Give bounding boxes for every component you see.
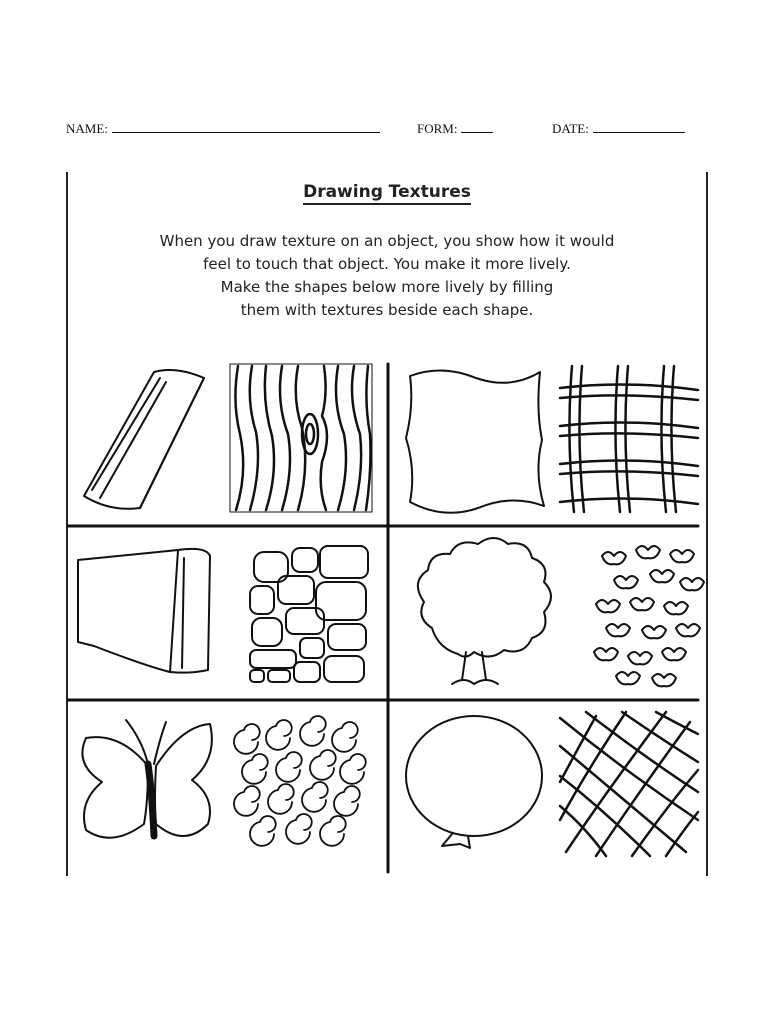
name-blank-line[interactable] bbox=[112, 120, 380, 133]
form-blank-line[interactable] bbox=[461, 120, 493, 133]
form-label: FORM: bbox=[417, 121, 458, 136]
name-field[interactable] bbox=[66, 120, 380, 137]
wood-grain-icon bbox=[230, 364, 372, 512]
stone-block-icon[interactable] bbox=[78, 549, 210, 673]
tree-icon[interactable] bbox=[418, 538, 551, 684]
leaves-icon bbox=[594, 546, 704, 686]
header-fields bbox=[66, 120, 706, 140]
plank-icon[interactable] bbox=[84, 370, 204, 509]
texture-grid bbox=[66, 172, 708, 876]
form-field[interactable] bbox=[417, 120, 493, 137]
instruction-line: feel to touch that object. You make it more lively. bbox=[203, 255, 571, 273]
woven-plaid-icon bbox=[560, 366, 698, 512]
butterfly-icon[interactable] bbox=[82, 720, 211, 838]
balloon-icon[interactable] bbox=[406, 716, 542, 848]
stone-wall-icon bbox=[250, 546, 368, 682]
instruction-line: Make the shapes below more lively by filling bbox=[220, 278, 554, 296]
date-blank-line[interactable] bbox=[593, 120, 685, 133]
worksheet-sheet bbox=[66, 172, 708, 876]
swirls-icon bbox=[234, 716, 366, 846]
cloth-icon[interactable] bbox=[406, 370, 544, 512]
instruction-line: them with textures beside each shape. bbox=[240, 301, 534, 319]
net-icon bbox=[560, 712, 698, 856]
date-label: DATE: bbox=[552, 121, 589, 136]
worksheet-title: Drawing Textures bbox=[66, 182, 708, 202]
date-field[interactable] bbox=[552, 120, 685, 137]
name-label: NAME: bbox=[66, 121, 108, 136]
instruction-line: When you draw texture on an object, you show how it would bbox=[159, 232, 615, 250]
